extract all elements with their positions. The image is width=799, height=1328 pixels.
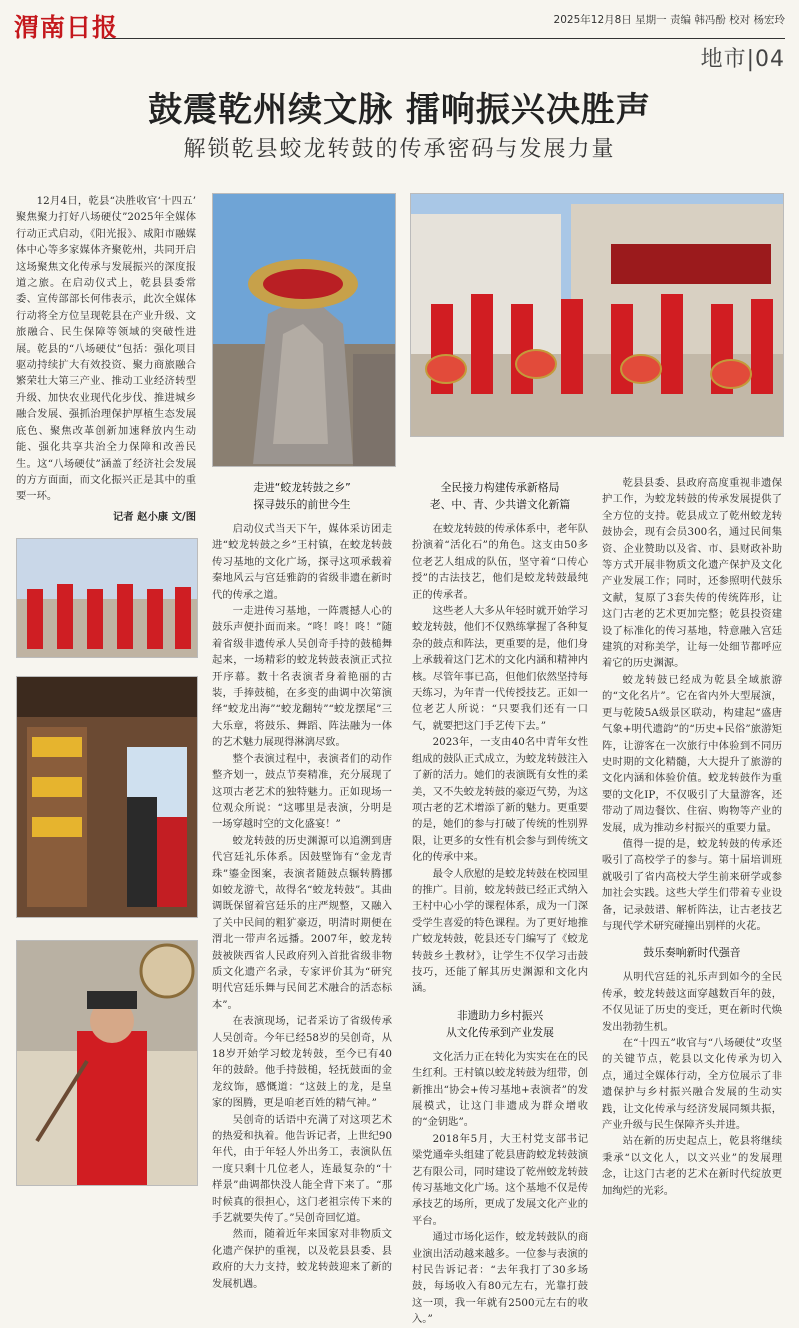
section-two-paragraph: 2023年，一支由40名中青年女性组成的鼓队正式成立，为蛟龙转鼓注入了新的活力。她们的表演既有女性的柔美，又不失蛟龙转鼓的豪迈气势，为这项古老的艺术增添了新的魅力。更重要的是，她们的参与打破了传统的性别界限，让更多的女性有机会参与到传统文化的传承中来。 [412,736,588,864]
section-three-paragraph: 2018年5月，大王村党支部书记梁党通牵头组建了乾县唐韵蛟龙转鼓演艺有限公司，同时建设了乾州蛟龙转鼓传习基地文化广场。这个基地不仅是传承技艺的场所，更成了发展文化产业的平台。 [412,1132,588,1227]
drum-group-photo [16,538,198,658]
section-three-continued-column [602,475,782,1199]
section-one-paragraph: 启动仪式当天下午，媒体采访团走进“蛟龙转鼓之乡”王村镇，在蛟龙转鼓传习基地的文化广场，探寻这项承载着秦地风云与宫廷雅韵的省级非遗在新时代的传承之道。 [212,523,392,601]
section-two-paragraph: 在蛟龙转鼓的传承体系中，老年队扮演着“活化石”的角色。这支由50多位老艺人组成的队伍，坚守着“口传心授”的古法技艺，他们是蛟龙转鼓最纯正的传承者。 [412,523,588,601]
section-one-title-line1: 走进“蛟龙转鼓之乡” [253,481,351,494]
issue-line: 2025年12月8日 星期一 责编 韩冯酚 校对 杨宏玲 [553,14,785,26]
section-two-column [412,475,588,1328]
section-three-paragraph: 值得一提的是，蛟龙转鼓的传承还吸引了高校学子的参与。第十届培训班就吸引了省内高校大学生前来研学或参加社会实践。这些大学生们带着专业设备，记录鼓谱、解析阵法，让古老技艺与现代学术研究碰撞出别样的火花。 [602,837,782,932]
section-one-paragraph: 吴创奇的话语中充满了对这项艺术的热爱和执着。他告诉记者，上世纪90年代，由于年轻人外出务工，表演队伍一度只剩十几位老人，连最复杂的“十样景”曲调都快没人能全背下来了。“那时候真的很担心，这门老祖宗传下来的手艺就要失传了。”吴创奇回忆道。 [212,1113,392,1225]
section-three-paragraph: 蛟龙转鼓已经成为乾县全域旅游的“文化名片”。它在省内外大型展演，更与乾陵5A级景区联动，构建起“盛唐气象+明代遗韵”的“历史+民俗”旅游矩阵，让游客在一次旅行中体验到不同历史时期的文化精髓，大大提升了旅游的文化内涵和体验价值。蛟龙转鼓作为重要的文化IP，不仅吸引了大量游客，还带动了周边餐饮、住宿、购物等产业的发展，成为推动乡村振兴的重要力量。 [602,673,782,834]
section-three-paragraph: 文化活力正在转化为实实在在的民生红利。王村镇以蛟龙转鼓为纽带，创新推出“协会+传习基地+表演者”的发展模式，让这门非遗成为群众增收的“金钥匙”。 [412,1050,588,1129]
section-one-paragraph: 一走进传习基地，一阵震撼人心的鼓乐声便扑面而来。“咚！咚！咚！”随着省级非遗传承人吴创奇手持的鼓槌舞起来，一场精彩的蛟龙转鼓表演正式拉开序幕。数十名表演者身着艳丽的古装，手捧鼓槌，在多变的曲调中次第演绎“蛟龙出海”“蛟龙翻转”“蛟龙摆尾”三大乐章，将鼓乐、舞蹈、阵法融为一体的艺术魅力展现得淋漓尽致。 [212,605,392,749]
section-one-column [212,475,392,1292]
masthead [14,8,785,72]
section-one-paragraph: 整个表演过程中，表演者们的动作整齐划一，鼓点节奏精准，充分展现了这项古老艺术的独特魅力。正如现场一位观众所说：“这哪里是表演，分明是一场穿越时空的文化盛宴！” [212,752,392,831]
exhibit-room-photo [16,676,198,918]
section-two-heading [412,479,588,513]
intro-paragraph: 12月4日，乾县“决胜收官‘十四五’ 聚焦聚力打好八场硬仗”2025年全媒体行动正式启动，《阳光报》、咸阳市融媒体中心等多家媒体齐聚乾州，共同开启这场聚焦文化传承与发展振兴的深度报道之旅。在启动仪式上，乾县县委常委、宣传部部长何伟表示，此次全媒体行动将全方位呈现乾县在产业升级、文旅融合、民生保障等领域的突破性进展。乾县的“八场硬仗”包括：强化项目驱动持续扩大有效投资、聚力商旅融合繁荣壮大第三产业、推动工业经济转型升级、加快农业现代化步伐、推进城乡融合发展、强抓治理保护厚植生态发展底色、聚焦改革创新加速释放内生动能、强化共享共治全力保障和改善民生。这“八场硬仗”涵盖了经济社会发展的方方面面，而文化振兴正是其中的重要一环。 [16,195,196,503]
article-headline: 鼓震乾州续文脉 擂响振兴决胜声 [148,90,651,130]
page-section-label: 地市|04 [700,47,785,72]
section-two-paragraph: 这些老人大多从年轻时就开始学习蛟龙转鼓，他们不仅熟练掌握了各种复杂的鼓点和阵法，更重要的是，他们身上承载着这门艺术的文化内涵和精神内核。尽管年事已高，但他们依然坚持每天练习，为年青一代传授技艺。正如一位老艺人所说：“只要我们还有一口气，就要把这门手艺传下去。” [412,605,588,732]
section-one-heading [212,479,392,513]
section-four-heading: 鼓乐奏响新时代强音 [643,946,741,960]
stone-monument-photo [212,193,396,467]
section-one-paragraph: 然而，随着近年来国家对非物质文化遗产保护的重视，以及乾县县委、县政府的大力支持，蛟龙转鼓迎来了新的发展机遇。 [212,1228,392,1290]
section-one-title-line2: 探寻鼓乐的前世今生 [253,498,351,511]
intro-column [16,193,196,525]
section-three-heading [412,1007,588,1041]
section-three-paragraph: 通过市场化运作，蛟龙转鼓队的商业演出活动越来越多。一位参与表演的村民告诉记者：“去年我打了30多场鼓，每场收入有80元左右，光靠打鼓这一项，我一年就有2500元左右的收入。” [412,1231,588,1326]
section-four-paragraph: 在“十四五”收官与“八场硬仗”攻坚的关键节点，乾县以文化传承为切入点，通过全媒体行动，全方位展示了非遗保护与乡村振兴融合发展的生动实践，让文化传承与经济发展同频共振，产业升级与民生保障齐头并进。 [602,1037,782,1132]
section-three-title-line2: 从文化传承到产业发展 [446,1025,554,1039]
byline: 记者 赵小康 文/图 [112,510,196,523]
section-two-paragraph: 最令人欣慰的是蛟龙转鼓在校园里的推广。目前，蛟龙转鼓已经正式纳入王村中心小学的课程体系，成为一门深受学生喜爱的特色课程。为了更好地推广蛟龙转鼓，乾县还专门编写了《蛟龙转鼓乡土教材》，让学生不仅学习击鼓技巧，还能了解其历史渊源和文化内涵。 [412,867,588,995]
section-one-paragraph: 蛟龙转鼓的历史渊源可以追溯到唐代宫廷礼乐体系。因鼓壁饰有“金龙青珠”鎏金图案，表演者随鼓点辗转腾挪如蛟龙游弋，故得名“蛟龙转鼓”。其曲调既保留着宫廷乐的庄严规整，又融入了关中民间的粗犷豪迈，明清时期便在渭北一带声名远播。2007年，蛟龙转鼓被陕西省人民政府列入首批省级非物质文化遗产名录，专家评价其为“研究明代宫廷乐舞与民间艺术融合的活态标本”。 [212,834,392,1011]
section-four-paragraph: 从明代宫廷的礼乐声到如今的全民传承，蛟龙转鼓这面穿越数百年的鼓，不仅见证了历史的变迁，更在新时代焕发出勃勃生机。 [602,971,782,1033]
article-subhead: 解锁乾县蛟龙转鼓的传承密码与发展力量 [183,137,616,162]
section-three-paragraph: 乾县县委、县政府高度重视非遗保护工作，为蛟龙转鼓的传承发展提供了全方位的支持。乾县成立了乾州蛟龙转鼓协会，现有会员300名，通过民间集资、企业赞助以及省、市、县财政补助等方式开展非物质文化遗产保护及文化产业发展工作；同时，还参照明代鼓乐文献，复原了3套失传的传统阵形，让这门古老的艺术更加完整；乾县投资建设了标准化的传习基地，特意融入宫廷建筑的对称美学，让每一处细节都呼应着它的历史渊源。 [602,477,782,670]
newspaper-logo: 渭南日报 [14,13,119,42]
section-two-title-line1: 全民接力构建传承新格局 [440,481,560,494]
masthead-rule [104,38,785,39]
section-three-title-line1: 非遗助力乡村振兴 [456,1008,544,1022]
section-two-title-line2: 老、中、青、少共谱文化新篇 [429,498,571,511]
inheritor-photo [16,940,198,1186]
drum-performance-photo [410,193,784,437]
section-one-paragraph: 在表演现场，记者采访了省级传承人吴创奇。今年已经58岁的吴创奇，从18岁开始学习蛟龙转鼓，至今已有40年的鼓龄。他手持鼓槌，轻抚鼓面的金龙纹饰，感慨道：“这鼓上的龙，是皇家的图腾，更是咱老百姓的精气神。” [212,1015,392,1110]
section-four-paragraph: 站在新的历史起点上，乾县将继续秉承“以文化人，以文兴业”的发展理念，让这门古老的艺术在新时代绽放更加绚烂的光彩。 [602,1135,782,1197]
